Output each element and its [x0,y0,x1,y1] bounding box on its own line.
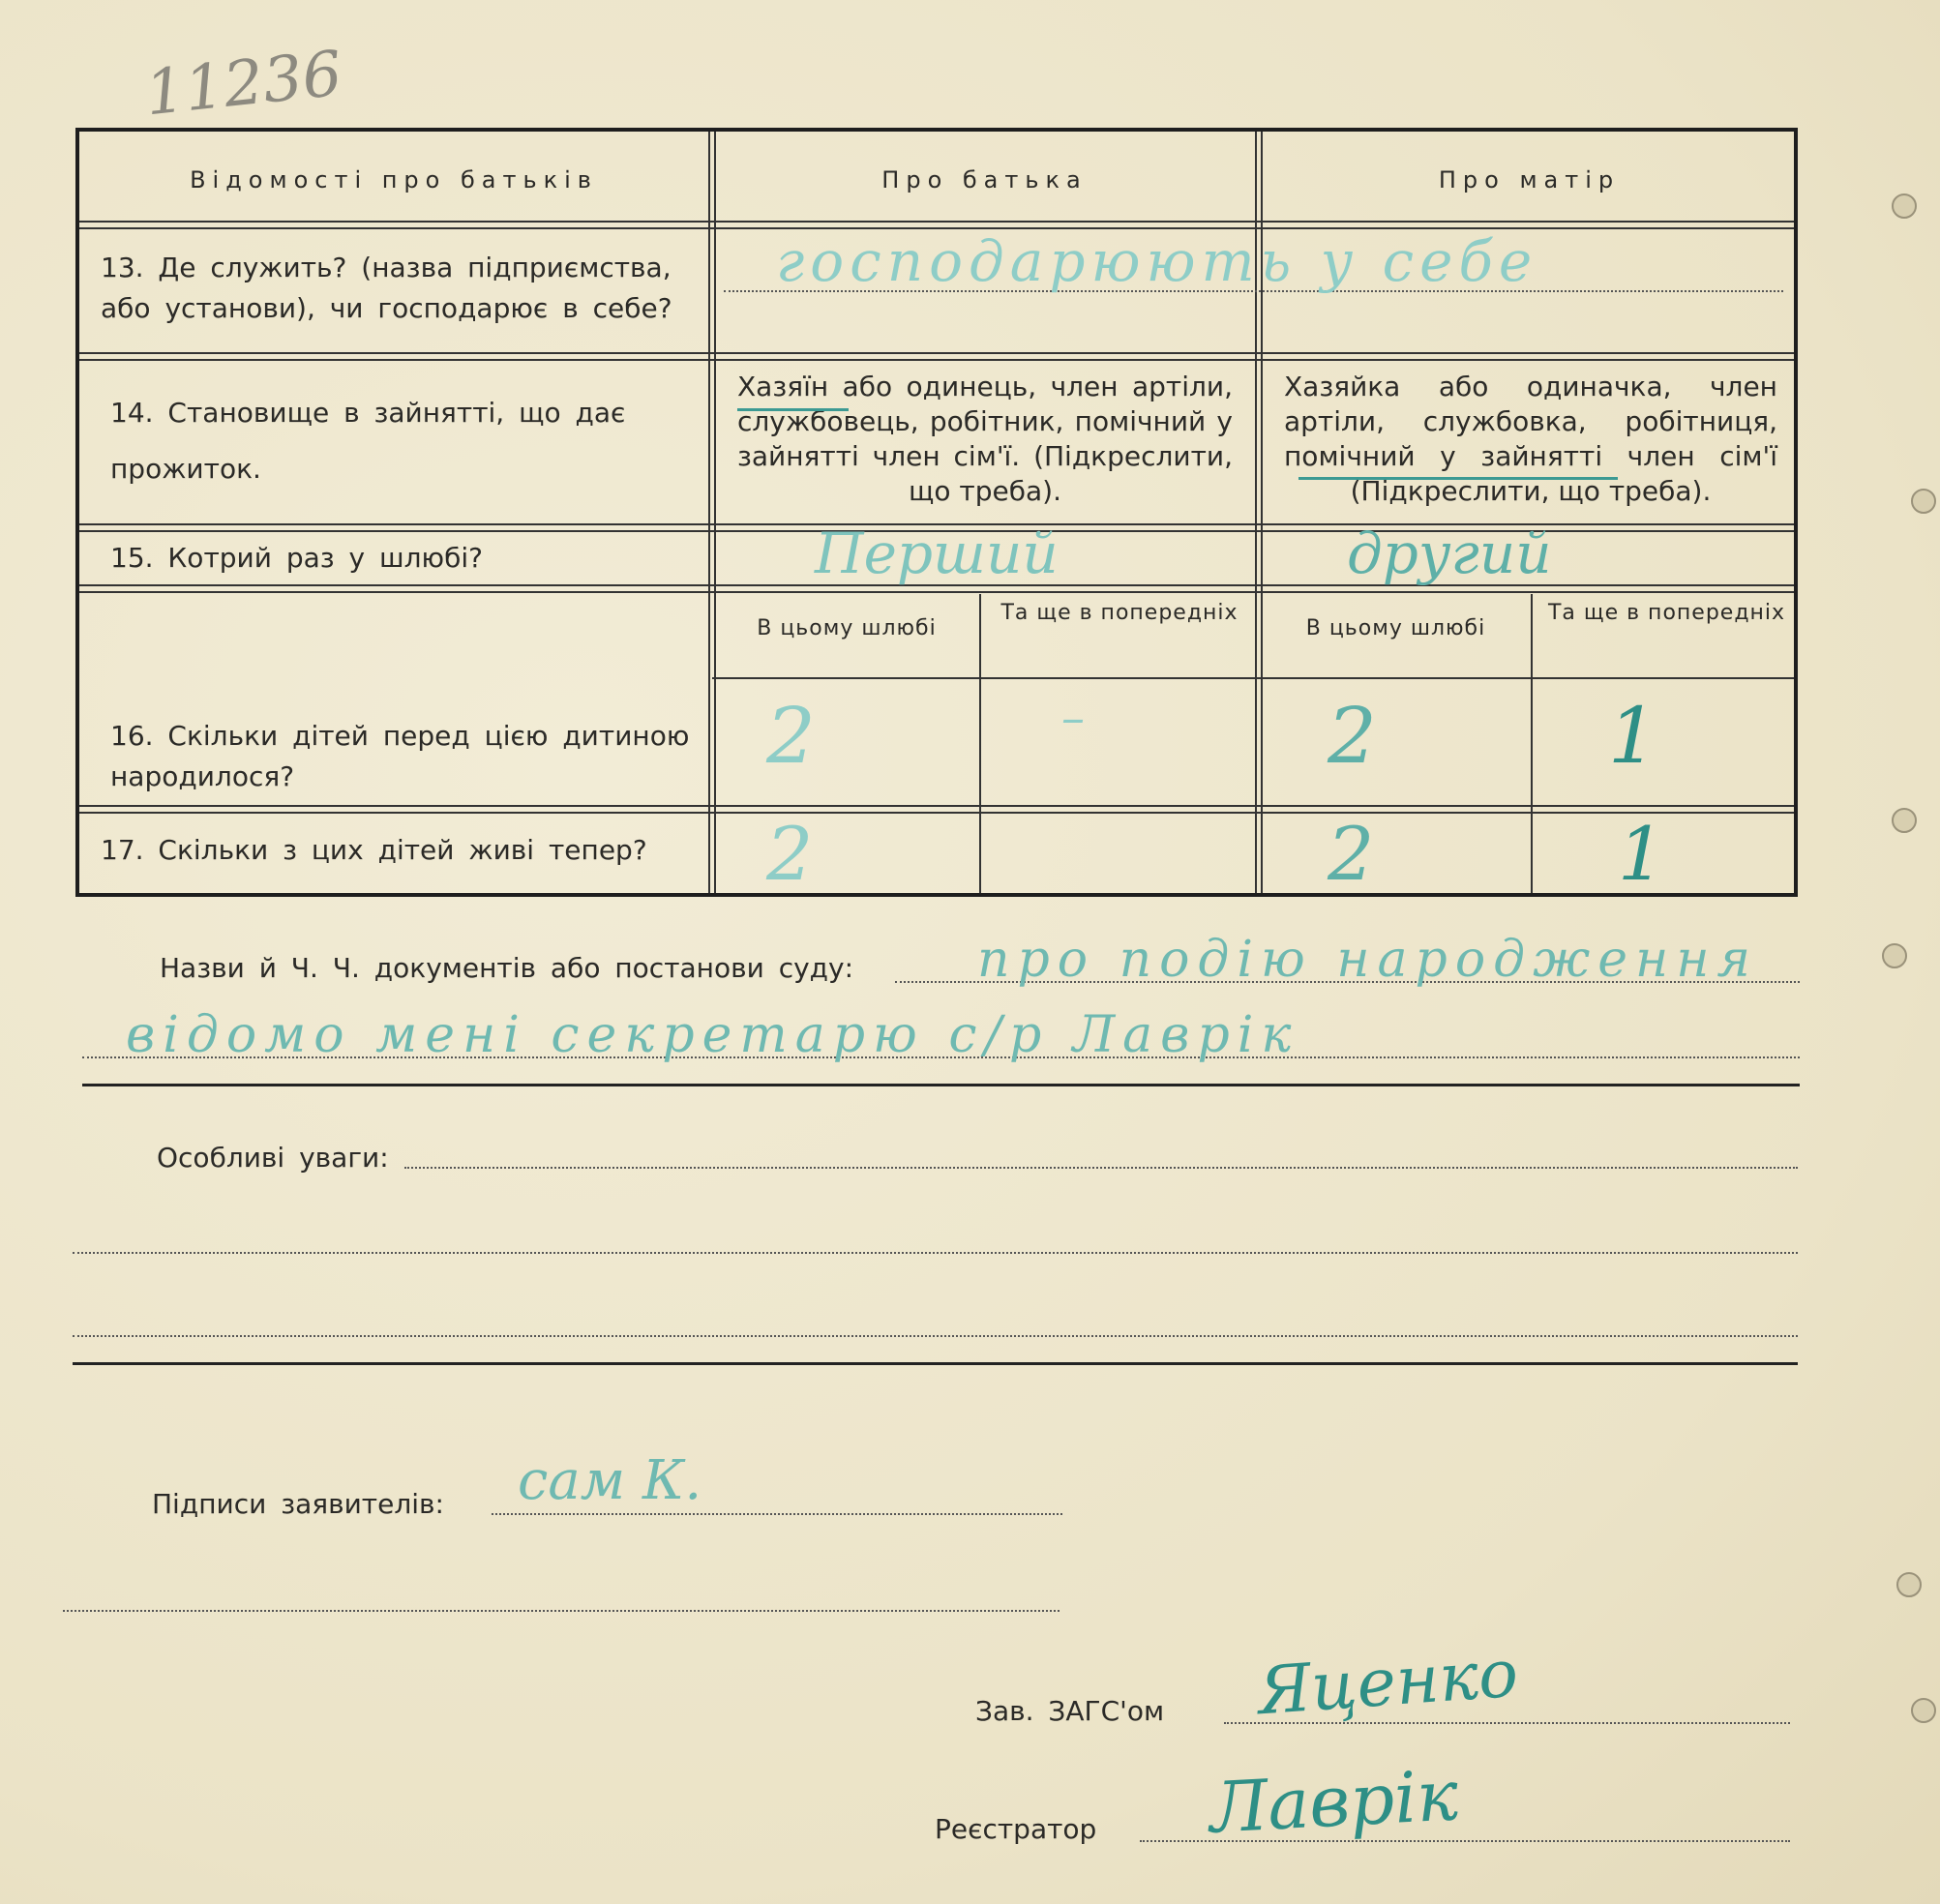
zags-head-signature: Яценко [1255,1635,1521,1731]
zags-head-label: Зав. ЗАГС'ом [975,1695,1165,1727]
remarks-line-1 [404,1167,1798,1169]
question-13: 13. Де служить? (назва підприємства, або установи), чи господарює в себе? [101,252,672,324]
registrar-signature: Лаврік [1207,1754,1461,1849]
parents-info-table [75,128,1798,897]
remarks-line-3 [73,1335,1798,1337]
documents-handwriting-2: відомо мені секретарю с/р Лаврік [126,1006,1299,1064]
subheader-father-this: В цьому шлюбі [757,616,937,640]
question-17: 17. Скільки з цих дітей живі тепер? [101,834,647,866]
applicants-signature: сам К. [518,1449,702,1512]
header-mother: Про матір [1438,166,1621,193]
divider-col1 [708,132,716,893]
answer-16-father-prev: – [1061,691,1085,745]
divider-subheader [712,677,1794,679]
divider-father-sub [979,594,981,893]
answer-15-father: Перший [815,521,1059,586]
divider-mother-sub [1531,594,1533,893]
remarks-label: Особливі уваги: [157,1142,389,1174]
answer-17-mother-this: 2 [1328,811,1375,897]
answer-16-father-this: 2 [766,691,816,781]
binder-hole-6 [1911,1698,1936,1723]
header-father: Про батька [881,166,1088,193]
archive-number: 11236 [141,38,345,131]
answer-17-father-this: 2 [766,811,814,897]
binder-hole-2 [1911,489,1936,514]
binder-hole-5 [1896,1572,1922,1597]
remarks-rule [73,1362,1798,1365]
binder-hole-3 [1892,808,1917,833]
divider-row13 [79,352,1794,361]
answer-16-mother-prev: 1 [1608,691,1657,781]
answer-15-mother: другий [1347,521,1552,586]
father-occupation-options: Хазяїн або одинець, член артіли, службовець, робітник, помічний у зайнятті член сім'ї. (Підкреслити, що треба). [737,371,1233,507]
subheader-mother-previous: Та ще в попередніх [1547,601,1786,625]
documents-label: Назви й Ч. Ч. документів або постанови суду: [160,952,854,984]
binder-hole-4 [1882,943,1907,968]
mother-underline-mark [1298,477,1618,480]
remarks-line-2 [73,1252,1798,1254]
question-16: 16. Скільки дітей перед цією дитиною народилося? [110,720,690,792]
documents-handwriting-1: про подію народження [977,931,1758,989]
header-parents-info: Відомості про батьків [190,166,598,193]
question-15: 15. Котрий раз у шлюбі? [110,542,484,574]
answer-13-handwriting: господарюють у себе [776,228,1538,294]
documents-rule [82,1084,1800,1086]
mother-occupation-options: Хазяйка або одиначка, член артіли, службовка, робітниця, помічний у зайнятті член сім'ї (Підкреслити, що треба). [1284,371,1777,507]
applicants-signature-label: Підписи заявителів: [152,1488,444,1520]
applicants-signature-line-2 [63,1610,1060,1612]
subheader-mother-this: В цьому шлюбі [1305,616,1486,640]
answer-17-mother-prev: 1 [1618,811,1665,897]
binder-hole-1 [1892,193,1917,219]
registrar-label: Реєстратор [935,1813,1097,1845]
father-underline-mark [737,408,849,411]
divider-row16 [79,805,1794,814]
applicants-signature-line [492,1513,1062,1515]
subheader-father-previous: Та ще в попередніх [1000,601,1239,625]
answer-16-mother-this: 2 [1328,691,1377,781]
question-14: 14. Становище в зайнятті, що дає прожиток. [110,397,626,485]
